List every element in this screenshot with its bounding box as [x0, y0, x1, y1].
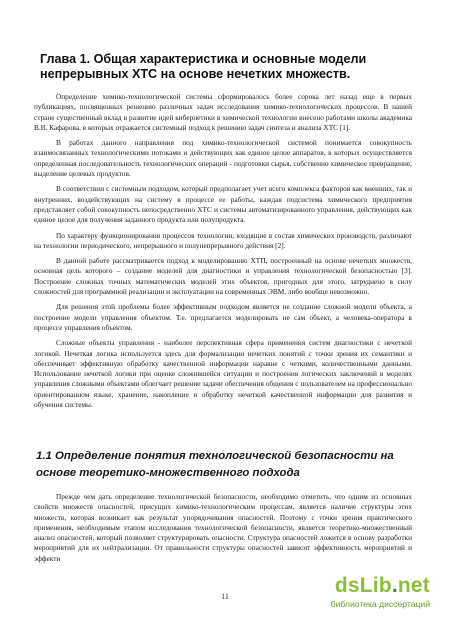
chapter-title: Глава 1. Общая характеристика и основные модели непрерывных ХТС на основе нечетких множеств.: [40, 52, 367, 81]
watermark-subtitle: библиотека диссертаций: [330, 599, 430, 609]
page-number: 11: [221, 592, 229, 601]
section-title: 1.1 Определение понятия технологической безопасности на основе теоретико-множественного подхода: [36, 450, 394, 479]
paragraph: Прежде чем дать определение технологической безопасности, необходимо отметить, что одним из основных свойств множеств опасностей, присущих химико-технологическим процессам, является наличие структуры этих множеств, которая возникает как результат упорядочивания опасностей. Поэтому с точки зрения практического применения, необходимым этапом исследования технологической безопасности, является теоретико-множественный анализ опасностей, который позволяет структурировать опасности. Структура опасностей ложится в основу разработки мероприятий для их нейтрализации. От правильности структуры опасностей зависит эффективность мероприятий и эффекти: [34, 492, 412, 563]
paragraph: По характеру функционирования процессов технологии, входящие в состав химических производств, различают на технологии периодического, непрерывного и полунепрерывного действия [2].: [34, 230, 412, 250]
watermark-logo-suffix: net: [397, 574, 430, 597]
paragraph: Сложные объекты управления - наиболее перспективная сфера применения систем диагностики с нечеткой логикой. Нечеткая логика используется здесь для формализации нечетких понятий с точки зрения их семантики и обеспечивает эффективную обработку качественной информации наравне с четкими, количественными данными. Использование нечеткой логики при оценке сложившейся ситуации и построения логических заключений в моделях управления сложными объектами облегчает решение задачи обеспечения общения с пользователем на профессионально ориентированном языке, хранение, накопление и обработку нечеткой качественной информации для развития и обучения системы.: [34, 338, 412, 410]
section-body: [34, 492, 412, 569]
watermark-logo: [335, 574, 430, 598]
chapter-body: [34, 92, 412, 415]
paragraph: Определение химико-технологической системы сформировалось более сорока лет назад еще в первых публикациях, посвященных решению различных задач исследования химико-технологических процессов. В нашей стране существенный вклад в развитие идей кибернетики в химической технологии внесено работами школы академика В.В. Кафарова, в которых отражается системный подход к решению задач синтеза и анализа ХТС [1].: [34, 92, 412, 132]
paragraph: В данной работе рассматривается подход к моделированию ХТП, построенный на основе нечетких множеств, основная цель которого – создание моделей для диагностики и управления технологической безопасностью [3]. Построение сложных точных математических моделей этих объектов, пригодных для этого, затруднено в силу сложностей для программной реализации и эксплуатации на современных ЭВМ, либо вообще невозможно.: [34, 256, 412, 297]
paragraph: Для решения этой проблемы более эффективным подходом является не создание сложной модели объекта, а построение модели управления объектом. Т.е. предлагается моделировать не сам объект, а человека-оператора в процессе управления объектом.: [34, 302, 412, 332]
watermark-logo-dot: .: [391, 574, 398, 597]
paragraph: В соответствии с системным подходом, который предполагает учет всего комплекса факторов как внешних, так и внутренних, воздействующих на систему в процессе ее работы, каждая подсистема химического предприятия представляет собой совокупность непосредственно ХТС и системы автоматизированного управления, действующих как единое целое для получения заданного продукта или полупродукта.: [34, 184, 412, 225]
paragraph: В работах данного направления под химико-технологической системой понимается совокупность взаимосвязанных технологическими потоками и действующих как единое целое аппаратов, в которых осуществляется определенная последовательность технологических операций - подготовки сырья, собственно химическое превращение, выделение целевых продуктов.: [34, 138, 412, 179]
watermark-logo-main: dsLib: [334, 574, 392, 597]
watermark: [320, 574, 430, 614]
